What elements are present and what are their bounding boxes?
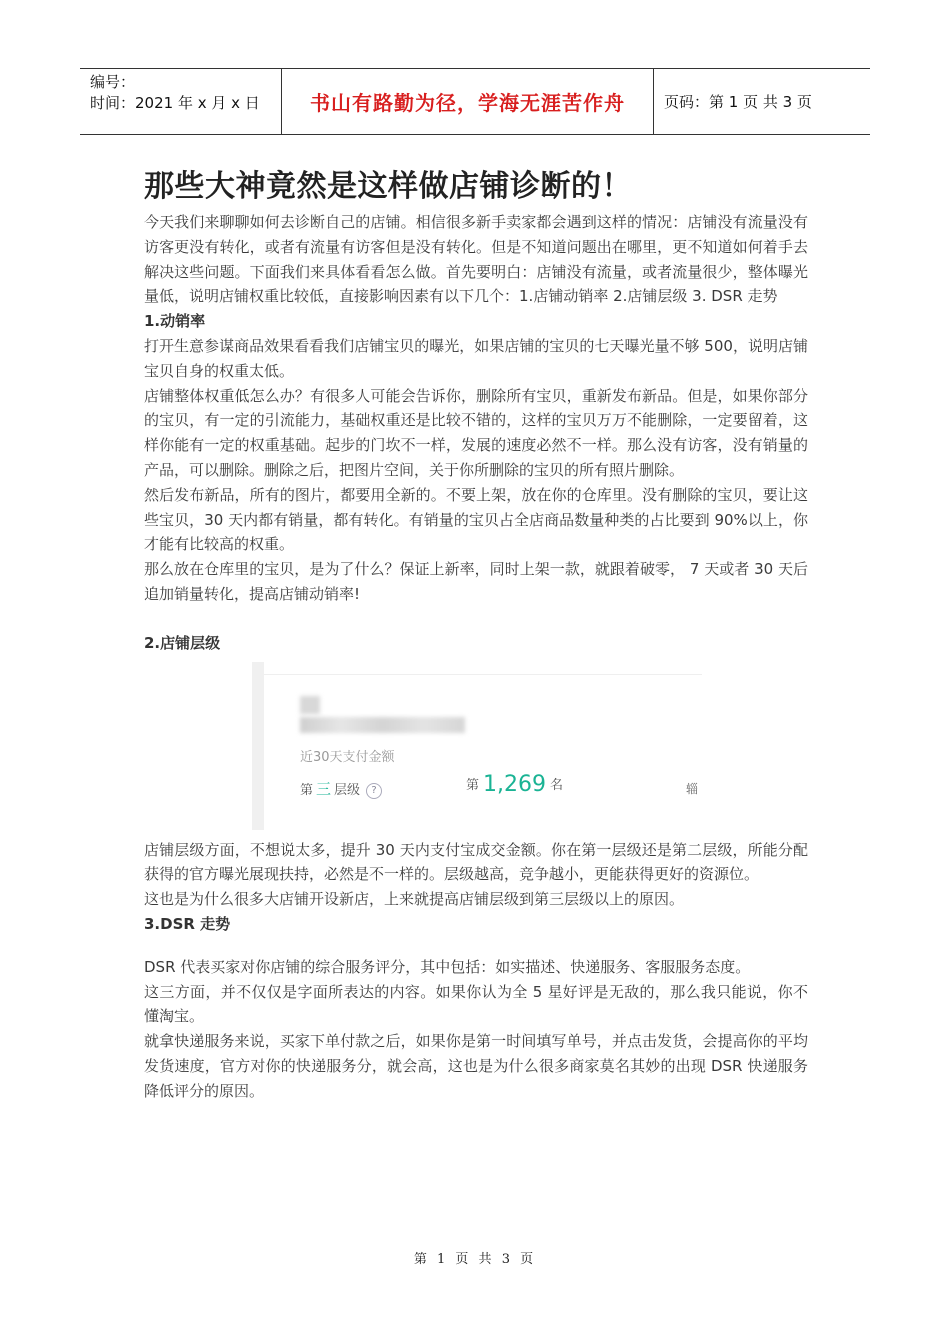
rank-suffix: 名 [550,777,564,793]
shop-tier-screenshot [252,662,702,830]
shop-tier [300,778,382,799]
section-3-title: 3.DSR 走势 [144,914,231,933]
section-2-title: 2.店铺层级 [144,633,221,652]
article-title: 那些大神竟然是这样做店铺诊断的！ [144,169,632,204]
section-1-paragraph-4: 那么放在仓库里的宝贝，是为了什么？保证上新率，同时上架一款，就跟着破零， 7 天或者 30 天后追加销量转化，提高店铺动销率! [144,560,808,603]
intro-paragraph: 今天我们来聊聊如何去诊断自己的店铺。相信很多新手卖家都会遇到这样的情况：店铺没有流量没有访客更没有转化，或者有流量有访客但是没有转化。但是不知道问题出在哪里，更不知道如何着手去解决这些问题。下面我们来具体看看怎么做。首先要明白：店铺没有流量，或者流量很少，整体曝光量低，说明店铺权重比较低，直接影响因素有以下几个：1.店铺动销率 2.店铺层级 3. DSR 走势 [144,213,808,306]
section-3-paragraph-1: DSR 代表买家对你店铺的综合服务评分，其中包括：如实描述、快递服务、客服服务态度。 [144,957,751,976]
blurred-avatar [300,696,320,714]
section-3-paragraph-2: 这三方面，并不仅仅是字面所表达的内容。如果你认为全 5 星好评是无敌的，那么我只能说，你不懂淘宝。 [144,982,808,1026]
section-1-paragraph-1: 打开生意参谋商品效果看看我们店铺宝贝的曝光，如果店铺的宝贝的七天曝光量不够 500，说明店铺宝贝自身的权重太低。 [144,336,808,380]
section-1-paragraph-2: 店铺整体权重低怎么办？有很多人可能会告诉你，删除所有宝贝，重新发布新品。但是，如果你部分的宝贝，有一定的引流能力，基础权重还是比较不错的，这样的宝贝万万不能删除，一定要留着，这样你能有一定的权重基础。起步的门坎不一样，发展的速度必然不一样。那么没有访客，没有销量的产品，可以删除。删除之后，把图片空间，关于你所删除的宝贝的所有照片删除。 [144,386,808,479]
section-1-title: 1.动销率 [144,312,206,331]
time-label: 时间：2021 年 x 月 x 日 [90,94,260,112]
shop-rank [466,772,563,797]
tier-suffix: 层级 [334,782,361,798]
number-label: 编号： [90,73,136,91]
payment-amount-label: 近30天支付金额 [300,749,395,765]
header-motto: 书山有路勤为径，学海无涯苦作舟 [310,91,625,115]
header-motto-cell [282,69,654,134]
blurred-shop-name [300,717,465,733]
spacer [144,937,808,955]
header-page-info: 页码：第 1 页 共 3 页 [664,93,812,111]
tier-number: 三 [316,779,332,798]
spacer [144,607,808,631]
rank-prefix: 第 [466,777,480,793]
page-footer: 第 1 页 共 3 页 [413,1252,537,1267]
document-header [80,68,870,135]
section-2-paragraph-2: 这也是为什么很多大店铺开设新店，上来就提高店铺层级到第三层级以上的原因。 [144,890,685,909]
header-meta [80,69,282,134]
help-icon: ? [366,783,382,799]
section-2-paragraph-1: 店铺层级方面，不想说太多，提升 30 天内支付宝成交金额。你在第一层级还是第二层级，所能分配获得的官方曝光展现扶持，必然是不一样的。层级越高，竞争越小，更能获得更好的资源位。 [144,840,808,884]
article [144,168,808,1104]
section-3-paragraph-3: 就拿快递服务来说，买家下单付款之后，如果你是第一时间填写单号，并点击发货，会提高你的平均发货速度，官方对你的快递服务分，就会高，这也是为什么很多商家莫名其妙的出现 DSR 快递服务降低评分的原因。 [144,1032,808,1100]
tier-prefix: 第 [300,782,314,798]
cut-off-text: 辎 [685,781,698,796]
section-1-paragraph-3: 然后发布新品，所有的图片，都要用全新的。不要上架，放在你的仓库里。没有删除的宝贝，要让这些宝贝，30 天内都有销量，都有转化。有销量的宝贝占全店商品数量种类的占比要到 90%以上，你才能有比较高的权重。 [144,485,808,554]
screenshot-divider [264,674,702,675]
rank-value: 1,269 [483,771,546,797]
